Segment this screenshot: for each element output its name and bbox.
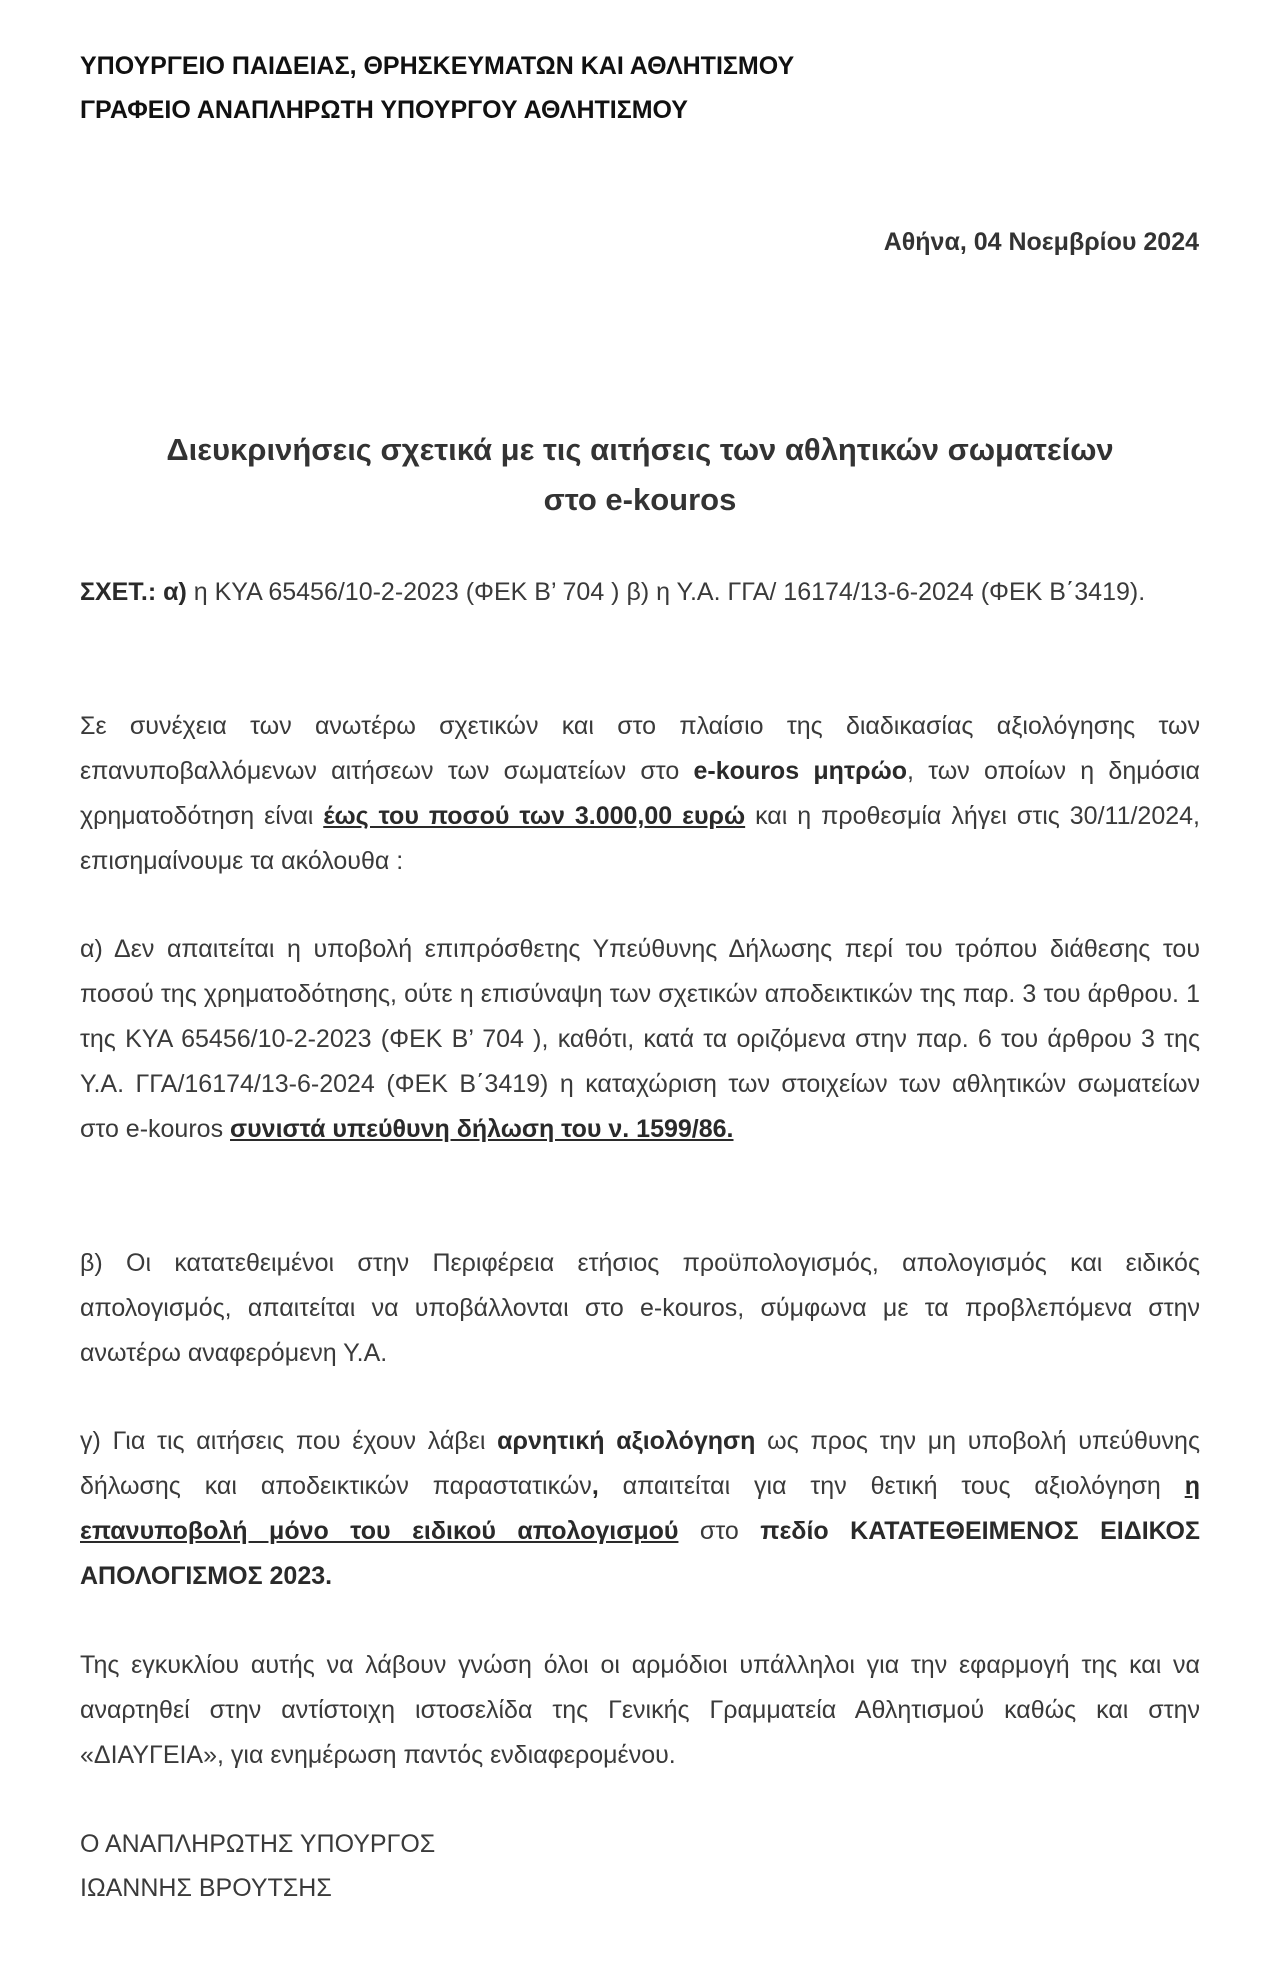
intro-registry: e-kouros μητρώο [693,757,907,785]
intro-paragraph [80,704,1200,884]
item-c-paragraph [80,1419,1200,1599]
item-a-paragraph [80,927,1200,1152]
item-a-emphasis: συνιστά υπεύθυνη δήλωση του ν. 1599/86. [230,1115,734,1143]
item-c-comma: , [591,1472,599,1500]
reference-text: η ΚΥΑ 65456/10-2-2023 (ΦΕΚ Β’ 704 ) β) η Υ.Α. ΓΓΑ/ 16174/13-6-2024 (ΦΕΚ Β΄3419). [186,578,1146,606]
item-c-text-2: ως προς την μη υποβολή υπεύθυνης δήλωσης και αποδεικτικών παραστατικών [80,1427,1201,1500]
item-c-text-3: απαιτείται για την θετική τους αξιολόγηση [598,1472,1185,1500]
reference-paragraph [80,570,1200,615]
item-a-text: α) Δεν απαιτείται η υποβολή επιπρόσθετης Υπεύθυνης Δήλωσης περί του τρόπου διάθεσης του ποσού της χρηματοδότησης, ούτε η επισύναψη των σχετικών αποδεικτικών της παρ. 3 του άρθρου. 1 της ΚΥΑ 65456/10-2-2023 (ΦΕΚ Β’ 704 ), καθότι, κατά τα οριζόμενα στην παρ. 6 του άρθρου 3 της Υ.Α. ΓΓΑ/16174/13-6-2024 (ΦΕΚ Β΄3419) η καταχώριση των στοιχείων των αθλητικών σωματείων στο e-kouros [80,935,1200,1143]
title-line-2: στο e-kouros [543,482,737,517]
item-c-field: πεδίο ΚΑΤΑΤΕΘΕΙΜΕΝΟΣ ΕΙΔΙΚΟΣ ΑΠΟΛΟΓΙΣΜΟΣ 2023. [80,1517,1201,1590]
office-name: ΓΡΑΦΕΙΟ ΑΝΑΠΛΗΡΩΤΗ ΥΠΟΥΡΓΟΥ ΑΘΛΗΤΙΣΜΟΥ [80,96,688,124]
ministry-name: ΥΠΟΥΡΓΕΙΟ ΠΑΙΔΕΙΑΣ, ΘΡΗΣΚΕΥΜΑΤΩΝ ΚΑΙ ΑΘΛΗΤΙΣΜΟΥ [80,52,795,80]
document-title [80,425,1200,525]
closing-text: Της εγκυκλίου αυτής να λάβουν γνώση όλοι οι αρμόδιοι υπάλληλοι για την εφαρμογή της και να αναρτηθεί στην αντίστοιχη ιστοσελίδα της Γενικής Γραμματεία Αθλητισμού καθώς και στην «ΔΙΑΥΓΕΙΑ», για ενημέρωση παντός ενδιαφερομένου. [80,1651,1200,1769]
document-date: Αθήνα, 04 Νοεμβρίου 2024 [883,228,1199,256]
item-b-paragraph [80,1241,1200,1376]
signature-name: ΙΩΑΝΝΗΣ ΒΡΟΥΤΣΗΣ [80,1874,332,1902]
signature-block [80,1822,435,1910]
intro-text-1: Σε συνέχεια των ανωτέρω σχετικών και στο πλαίσιο της διαδικασίας αξιολόγησης των επανυποβαλλόμενων αιτήσεων των σωματείων στο [80,712,1200,785]
item-b-text: β) Οι κατατεθειμένοι στην Περιφέρεια ετήσιος προϋπολογισμός, απολογισμός και ειδικός απολογισμός, απαιτείται να υποβάλλονται στο e-kouros, σύμφωνα με τα προβλεπόμενα στην ανωτέρω αναφερόμενη Υ.Α. [80,1249,1200,1367]
intro-text-2: , των οποίων η δημόσια χρηματοδότηση είναι [80,757,1200,830]
item-c-resubmit: η επανυποβολή μόνο του ειδικού απολογισμού [80,1472,1200,1545]
intro-text-3: και η προθεσμία λήγει στις 30/11/2024, επισημαίνουμε τα ακόλουθα : [80,802,1200,875]
item-c-text-1: γ) Για τις αιτήσεις που έχουν λάβει [80,1427,498,1455]
title-line-1: Διευκρινήσεις σχετικά με τις αιτήσεις των αθλητικών σωματείων [166,432,1114,467]
item-c-negative: αρνητική αξιολόγηση [497,1427,756,1455]
letterhead [80,44,794,132]
intro-amount: έως του ποσού των 3.000,00 ευρώ [323,802,746,830]
signature-role: Ο ΑΝΑΠΛΗΡΩΤΗΣ ΥΠΟΥΡΓΟΣ [80,1830,436,1858]
reference-label: ΣΧΕΤ.: α) [80,578,187,606]
item-c-text-4: στο [678,1517,761,1545]
closing-paragraph [80,1643,1200,1778]
